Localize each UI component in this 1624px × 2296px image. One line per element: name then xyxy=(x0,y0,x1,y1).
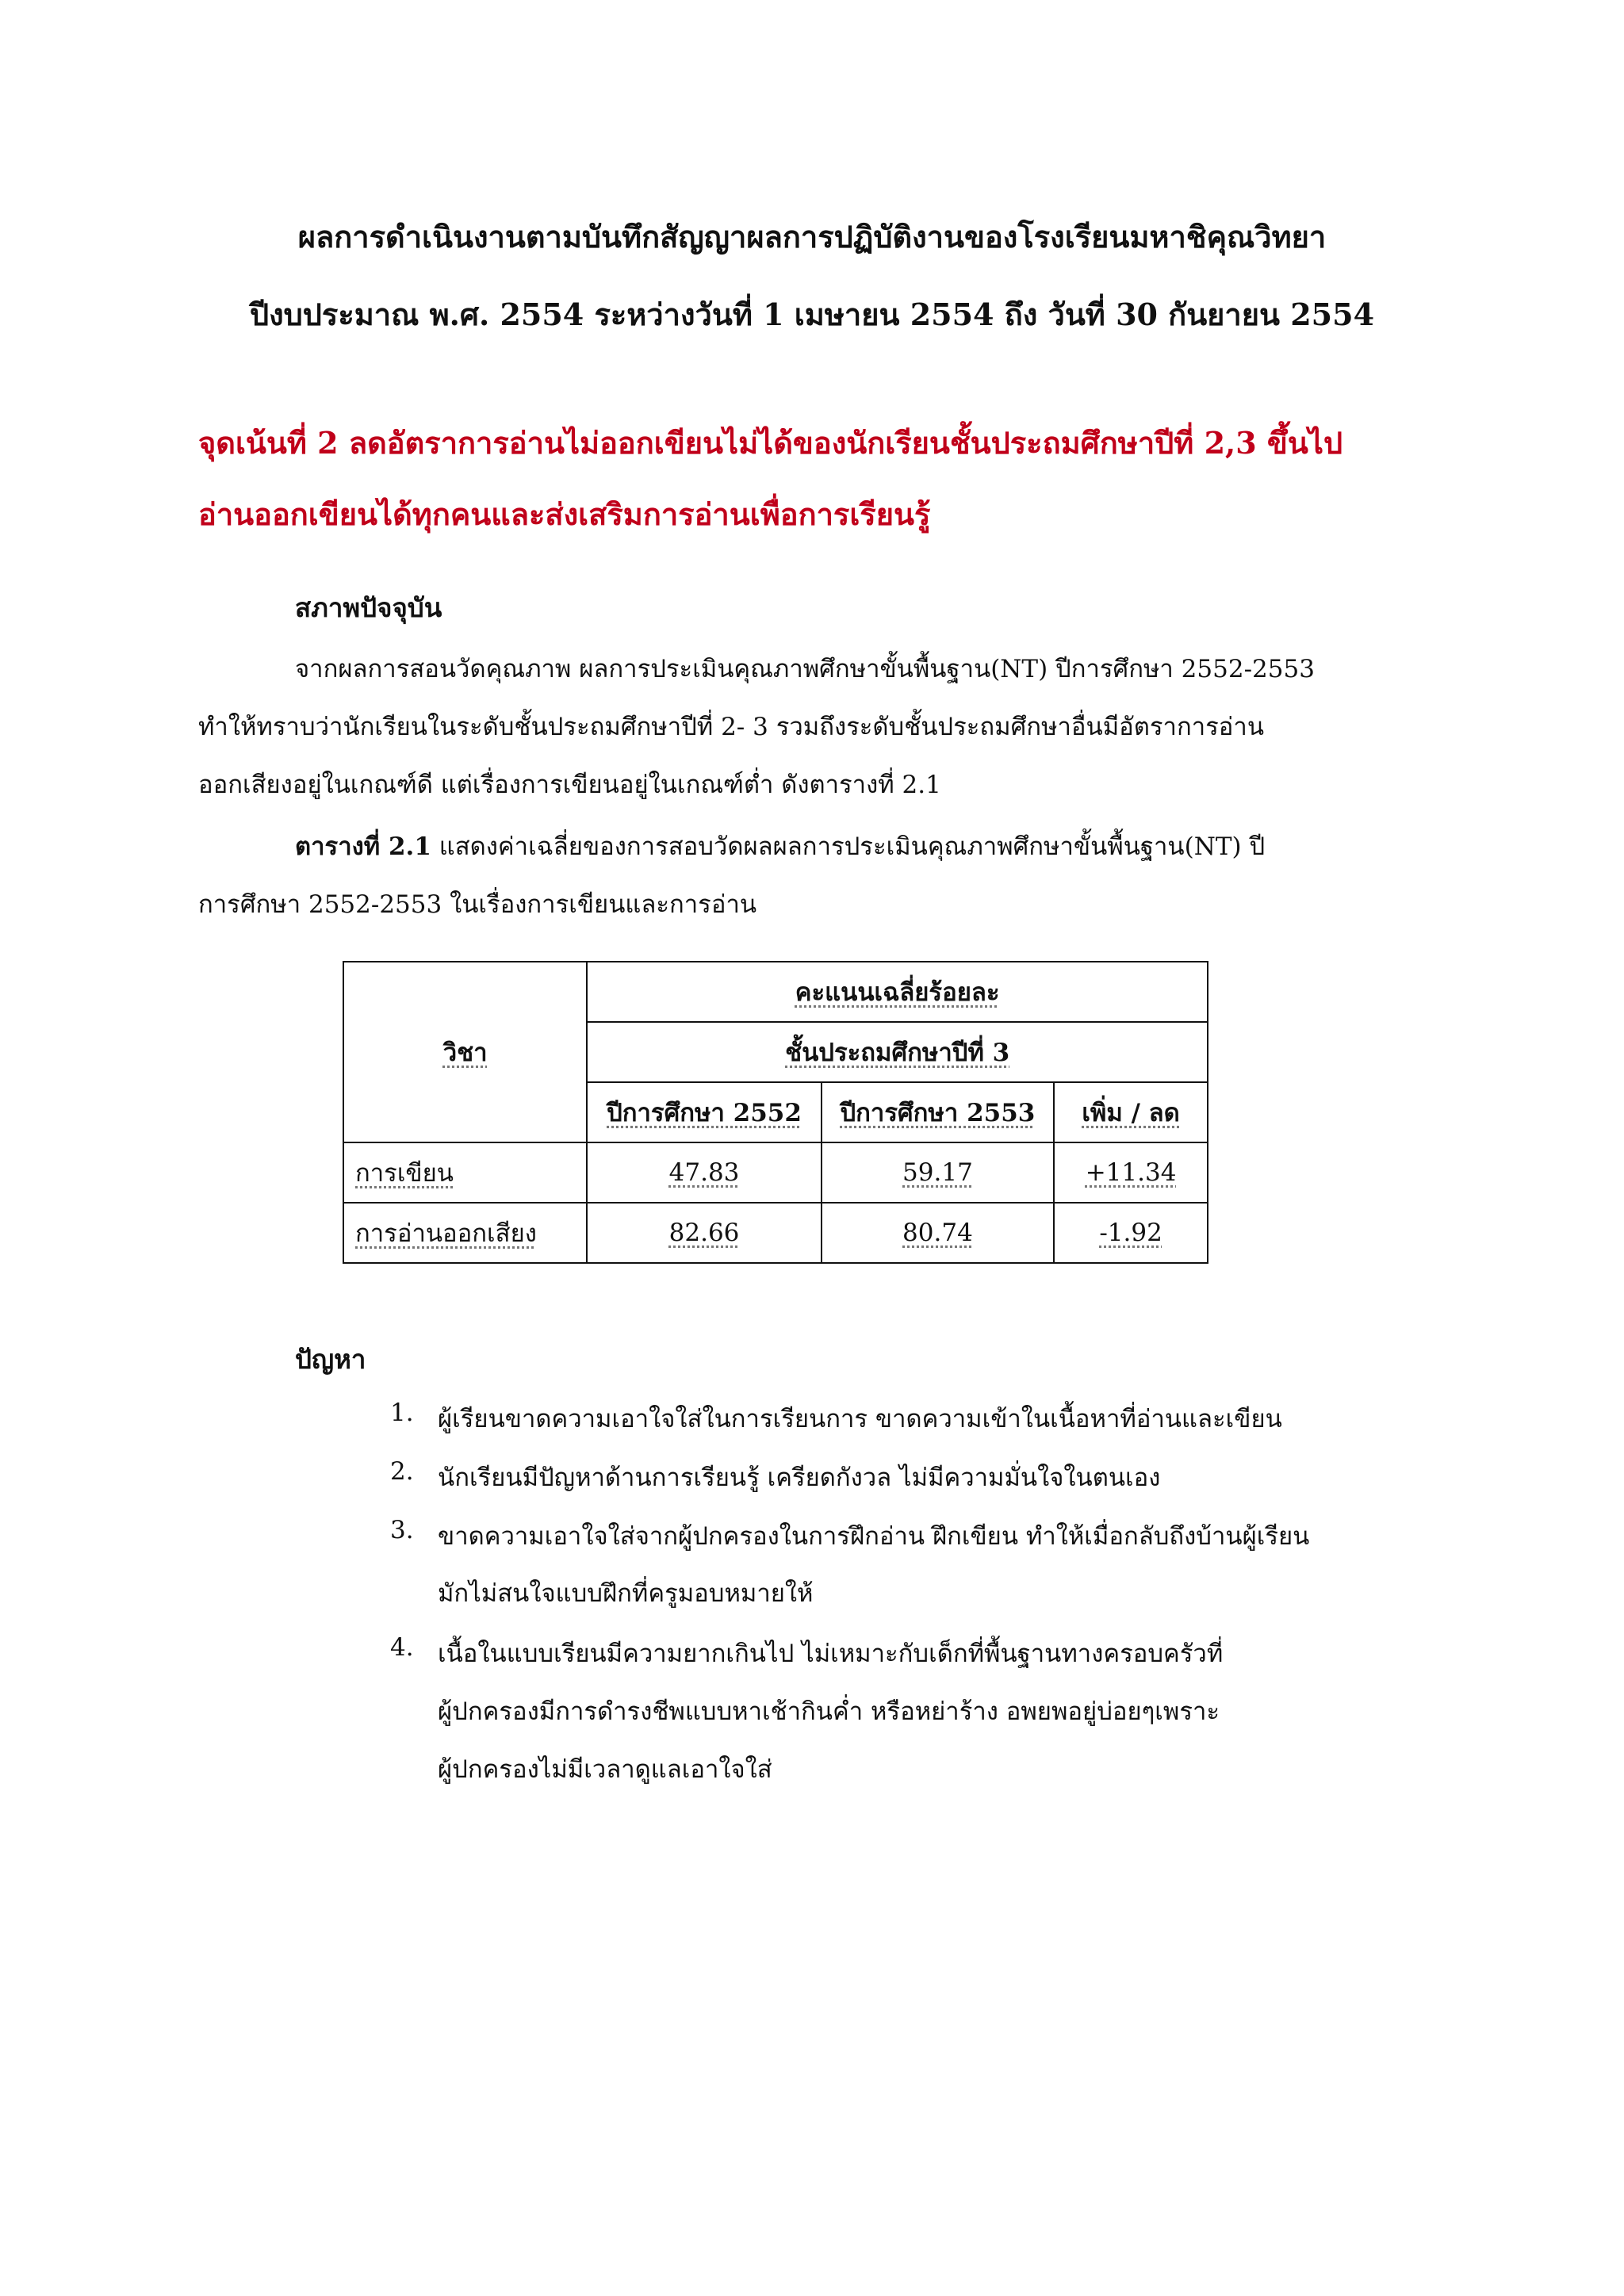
year1-header xyxy=(587,1082,821,1142)
score-header-text: คะแนนเฉลี่ยร้อยละ xyxy=(795,978,1000,1007)
table-cell-subject xyxy=(343,1203,587,1263)
problem-item-1-line-1: ผู้เรียนขาดความเอาใจใส่ในการเรียนการ ขาดความเข้าในเนื้อหาที่อ่านและเขียน xyxy=(438,1405,1282,1433)
focus-line-1: จุดเน้นที่ 2 ลดอัตราการอ่านไม่ออกเขียนไม่ได้ของนักเรียนชั้นประถมศึกษาปีที่ 2,3 ขึ้นไป xyxy=(198,425,1343,461)
problem-number: 1. xyxy=(390,1399,414,1427)
focus-line-2: อ่านออกเขียนได้ทุกคนและส่งเสริมการอ่านเพื่อการเรียนรู้ xyxy=(198,496,931,532)
table-cell-change xyxy=(1054,1203,1208,1263)
year2-value: 80.74 xyxy=(902,1219,973,1247)
table-cell-subject xyxy=(343,1142,587,1203)
table-cell-year1 xyxy=(587,1203,821,1263)
current-state-heading: สภาพปัจจุบัน xyxy=(295,592,442,623)
year2-value: 59.17 xyxy=(902,1158,973,1187)
current-state-para-line-1: จากผลการสอนวัดคุณภาพ ผลการประเมินคุณภาพศึกษาขั้นพื้นฐาน(NT) ปีการศึกษา 2552-2553 xyxy=(295,655,1315,683)
grade-header xyxy=(587,1022,1208,1082)
table-caption-text: แสดงค่าเฉลี่ยของการสอบวัดผลผลการประเมินคุณภาพศึกษาขั้นพื้นฐาน(NT) ปี xyxy=(431,832,1266,861)
table-row xyxy=(343,1203,1208,1263)
table-header-row xyxy=(343,962,1208,1022)
year1-header-text: ปีการศึกษา 2552 xyxy=(607,1099,802,1127)
problem-number: 3. xyxy=(390,1516,414,1544)
problem-number: 2. xyxy=(390,1457,414,1486)
table-cell-year2 xyxy=(822,1142,1054,1203)
table-cell-year2 xyxy=(822,1203,1054,1263)
title-line-1: ผลการดำเนินงานตามบันทึกสัญญาผลการปฏิบัติงานของโรงเรียนมหาชิคุณวิทยา xyxy=(297,219,1327,254)
change-value: +11.34 xyxy=(1085,1158,1177,1187)
year1-value: 82.66 xyxy=(668,1219,740,1247)
change-header xyxy=(1054,1082,1208,1142)
subject-header xyxy=(343,962,587,1142)
table-cell-year1 xyxy=(587,1142,821,1203)
grade-header-text: ชั้นประถมศึกษาปีที่ 3 xyxy=(785,1039,1010,1067)
change-value: -1.92 xyxy=(1099,1219,1162,1247)
subject-text: การเขียน xyxy=(355,1159,454,1188)
problem-item-2-line-1: นักเรียนมีปัญหาด้านการเรียนรู้ เครียดกังวล ไม่มีความมั่นใจในตนเอง xyxy=(438,1464,1161,1492)
year2-header-text: ปีการศึกษา 2553 xyxy=(840,1099,1036,1127)
table-caption-line-2: การศึกษา 2552-2553 ในเรื่องการเขียนและการอ่าน xyxy=(198,890,757,919)
table-cell-change xyxy=(1054,1142,1208,1203)
table-caption-line-1 xyxy=(295,826,1265,866)
problem-item-4-line-3: ผู้ปกครองไม่มีเวลาดูแลเอาใจใส่ xyxy=(438,1755,772,1784)
table-caption-label: ตารางที่ 2.1 xyxy=(295,832,431,861)
title-line-2: ปีงบประมาณ พ.ศ. 2554 ระหว่างวันที่ 1 เมษายน 2554 ถึง วันที่ 30 กันยายน 2554 xyxy=(249,297,1375,332)
problems-heading: ปัญหา xyxy=(295,1344,366,1375)
score-header xyxy=(587,962,1208,1022)
table-row xyxy=(343,1142,1208,1203)
year2-header xyxy=(822,1082,1054,1142)
current-state-para-line-2: ทำให้ทราบว่านักเรียนในระดับชั้นประถมศึกษาปีที่ 2- 3 รวมถึงระดับชั้นประถมศึกษาอื่นมีอัตราการอ่าน xyxy=(198,713,1265,741)
problem-item-4-line-2: ผู้ปกครองมีการดำรงชีพแบบหาเช้ากินค่ำ หรือหย่าร้าง อพยพอยู่บ่อยๆเพราะ xyxy=(438,1697,1220,1726)
problem-item-4-line-1: เนื้อในแบบเรียนมีความยากเกินไป ไม่เหมาะกับเด็กที่พื้นฐานทางครอบครัวที่ xyxy=(438,1640,1224,1668)
current-state-para-line-3: ออกเสียงอยู่ในเกณฑ์ดี แต่เรื่องการเขียนอยู่ในเกณฑ์ต่ำ ดังตารางที่ 2.1 xyxy=(198,771,941,799)
score-table xyxy=(343,961,1208,1264)
problem-item-3-line-1: ขาดความเอาใจใส่จากผู้ปกครองในการฝึกอ่าน ฝึกเขียน ทำให้เมื่อกลับถึงบ้านผู้เรียน xyxy=(438,1522,1310,1551)
year1-value: 47.83 xyxy=(668,1158,740,1187)
change-header-text: เพิ่ม / ลด xyxy=(1082,1099,1180,1127)
subject-header-text: วิชา xyxy=(442,1039,488,1067)
subject-text: การอ่านออกเสียง xyxy=(355,1219,537,1248)
problem-item-3-line-2: มักไม่สนใจแบบฝึกที่ครูมอบหมายให้ xyxy=(438,1579,814,1608)
problem-number: 4. xyxy=(390,1633,414,1662)
